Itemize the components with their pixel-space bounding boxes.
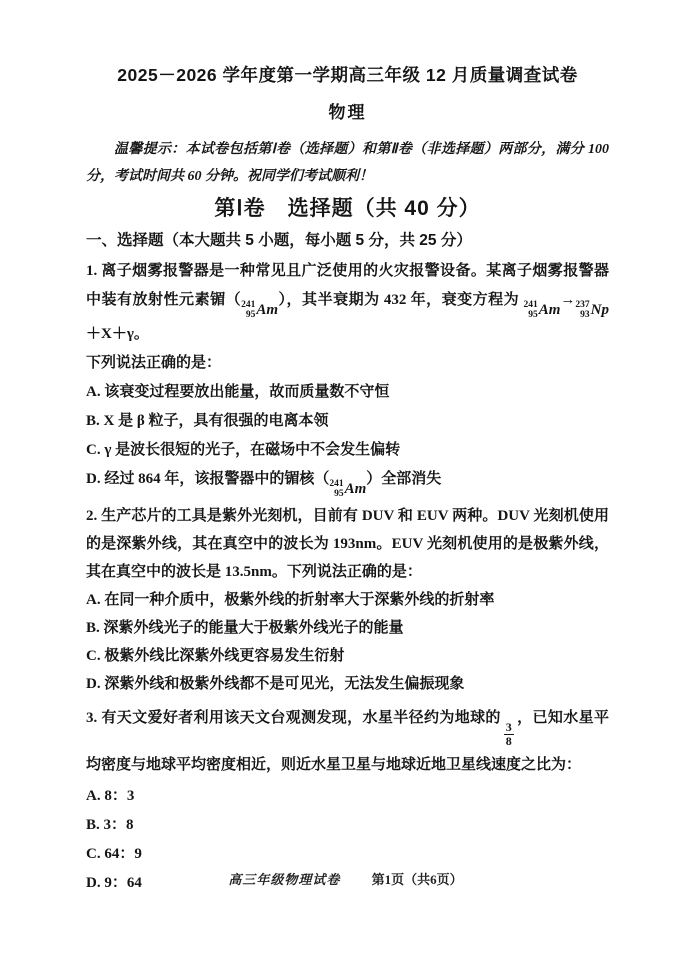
q2-stem: 2. 生产芯片的工具是紫外光刻机，目前有 DUV 和 EUV 两种。DUV 光刻机使用的是深紫外线，其在真空中的波长为 193nm。EUV 光刻机使用的是极紫外线，其在真空中的波长是 13.5nm。下列说法正确的是：: [86, 508, 609, 580]
q1-eq-tail: ＋X＋γ。: [86, 326, 149, 342]
q1-option-d: [86, 465, 609, 499]
q3-stem-text-1: 3. 有天文爱好者利用该天文台观测发现，水星半径约为地球的: [86, 710, 501, 726]
q1-decay-arrow: →: [560, 292, 576, 308]
q1-optd-am-z: 95: [334, 488, 344, 499]
q1-np-z: 93: [580, 309, 590, 320]
footer-page-number: 第1页（共6页）: [371, 872, 463, 887]
q1-am-z: 95: [245, 309, 256, 320]
footer-doc-name: 高三年级物理试卷: [228, 872, 341, 887]
q2-option-b: B. 深紫外线光子的能量大于极紫外线光子的能量: [86, 620, 404, 636]
am-241-nuclide-eq: [523, 301, 560, 320]
np-237-nuclide: [575, 301, 609, 320]
q1-eq-am-mass: 241: [523, 300, 538, 310]
q2-option-d: D. 深紫外线和极紫外线都不是可见光，无法发生偏振现象: [86, 676, 465, 692]
section-1-title: 第Ⅰ卷 选择题（共 40 分）: [214, 197, 481, 220]
q1-am-mass: 241: [241, 300, 256, 310]
q3-option-d: D. 9：64: [86, 875, 142, 891]
q1-option-d-text-1: D. 经过 864 年，该报警器中的镅核（: [86, 471, 330, 487]
page-title: 2025－2026 学年度第一学期高三年级 12 月质量调查试卷: [117, 65, 578, 85]
question-1: [86, 257, 609, 499]
q1-optd-am-mass: 241: [329, 479, 344, 489]
q1-np-symbol: Np: [590, 302, 609, 318]
q2-option-c: C. 极紫外线比深紫外线更容易发生衍射: [86, 648, 345, 664]
subject-title: 物理: [328, 103, 367, 122]
q1-eq-am-z: 95: [528, 309, 538, 320]
q1-option-d-text-2: ）全部消失: [366, 471, 442, 487]
question-2: [86, 502, 609, 698]
q3-stem: [86, 701, 609, 782]
q1-np-mass: 237: [575, 300, 590, 310]
am-241-nuclide-optd: [329, 480, 366, 499]
q1-eq-am-symbol: Am: [538, 302, 561, 318]
q1-option-b: B. X 是 β 粒子，具有很强的电离本领: [86, 413, 329, 429]
exam-notice: 温馨提示：本试卷包括第Ⅰ卷（选择题）和第Ⅱ卷（非选择题）两部分，满分 100 分，考试时间共 60 分钟。祝同学们考试顺利！: [86, 142, 609, 184]
q2-option-a: A. 在同一种介质中，极紫外线的折射率大于深紫外线的折射率: [86, 592, 495, 608]
q3-frac-numerator: 3: [505, 720, 512, 734]
part-1-heading: 一、选择题（本大题共 5 小题，每小题 5 分，共 25 分）: [86, 232, 472, 249]
page-footer: [0, 870, 691, 890]
q3-frac-denominator: 8: [505, 734, 512, 748]
q1-stem-text-2: ），其半衰期为 432 年，衰变方程为: [278, 292, 524, 308]
q1-stem: [86, 257, 609, 349]
q3-stem-text-2: ，已知水星平均密度与地球平均密度相近，则近水星卫星与地球近地卫星线速度之比为：: [86, 710, 609, 773]
q1-option-c: C. γ 是波长很短的光子，在磁场中不会发生偏转: [86, 442, 401, 458]
q3-option-c: C. 64：9: [86, 846, 142, 862]
q3-option-b: B. 3：8: [86, 817, 134, 833]
q1-option-a: A. 该衰变过程要放出能量，故而质量数不守恒: [86, 384, 390, 400]
question-3: [86, 701, 609, 898]
q1-optd-am-symbol: Am: [344, 481, 367, 497]
am-241-nuclide: [241, 301, 278, 320]
q3-option-a: A. 8：3: [86, 788, 135, 804]
q1-am-symbol: Am: [256, 302, 279, 318]
q1-stem-text-1: 1. 离子烟雾报警器是一种常见且广泛使用的火灾报警设备。某离子烟雾报警器中装有放射性元素镅（: [86, 263, 609, 308]
three-eighths-fraction: [504, 721, 514, 748]
q1-stem-question: 下列说法正确的是：: [86, 355, 222, 371]
